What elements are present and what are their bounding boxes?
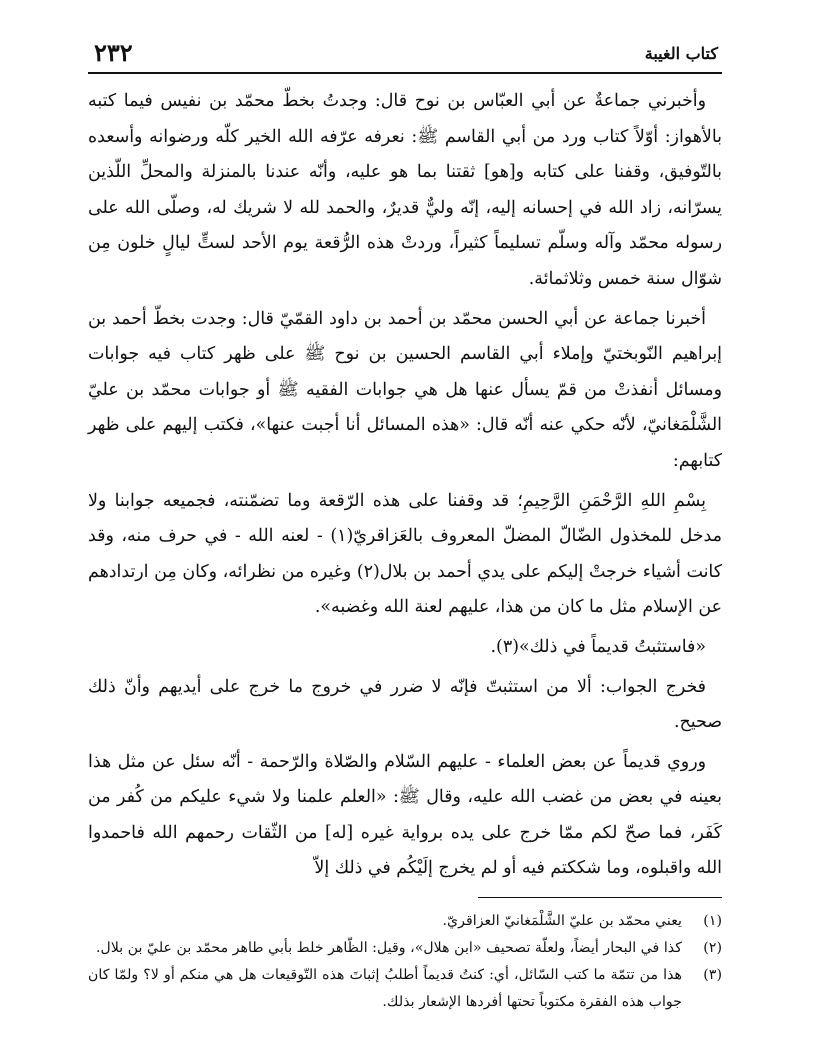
page-header <box>88 38 722 68</box>
footnote-number: (٣) <box>703 967 722 984</box>
footnote-separator <box>478 897 722 898</box>
body-text <box>88 84 722 887</box>
paragraph-3: بِسْمِ اللهِ الرَّحْمَنِ الرَّحِيمِ؛ قد وقفنا على هذه الرّقعة وما تضمّنته، فجميعه جوابنا ولا مدخل للمخذول الضّالّ المضلّ المعروف بالعَزاقريّ(١) - لعنه الله - في حرف منه، وقد كانت أشياء خرجتْ إليكم على يدي أحمد بن بلال(٢) وغيره من نظرائه، وكان مِن ارتدادهم عن الإسلام مثل ما كان من هذا، عليهم لعنة الله وغضبه». <box>88 490 722 618</box>
running-title: كتاب الغيبة <box>644 44 718 63</box>
footnote-text: يعني محمّد بن عليّ الشَّلْمَغانيّ العزاقريّ. <box>442 913 682 930</box>
paragraph-4: «فاستثبتُ قديماً في ذلك»(٣). <box>490 636 706 657</box>
footnote-1 <box>88 908 722 935</box>
footnote-text: هذا من تتمّة ما كتب السّائل، أي: كنتُ قديماً أطلبُ إثباتَ هذه التّوقيعات هل هي منكم أو لا؟ ولمّا كان جواب هذه الفقرة مكتوباً تحتها أفردها الإشعار بذلك. <box>88 967 682 1011</box>
header-rule <box>88 72 722 74</box>
paragraph-6: وروي قديماً عن بعض العلماء - عليهم السّلام والصّلاة والرّحمة - أنّه سئل عن مثل هذا بعينه في بعض من غضب الله عليه، وقال ﷺ: «العلم علمنا ولا شيء عليكم من كُفر من كَفَر، فما صحّ لكم ممّا خرج على يده برواية غيره [له] من الثّقات رحمهم الله فاحمدوا الله واقبلوه، وما شككتم فيه أو لم يخرج إلَيْكُم في ذلك إلاّ <box>88 751 722 879</box>
footnote-number: (١) <box>703 913 722 930</box>
footnote-3 <box>88 962 722 1016</box>
footnote-text: كذا في البحار أيضاً، ولعلّة تصحيف «ابن هلال»، وقيل: الظّاهر خلط بأبي طاهر محمّد بن عليّ بن بلال. <box>96 940 682 957</box>
page-number: ٢٣٢ <box>94 38 133 67</box>
book-page <box>88 38 722 1028</box>
footnote-number: (٢) <box>703 940 722 957</box>
paragraph-2: أخبرنا جماعة عن أبي الحسن محمّد بن أحمد بن داود القمّيّ قال: وجدت بخطّ أحمد بن إبراهيم النّوبختيّ وإملاء أبي القاسم الحسين بن نوح ﷺ على ظهر كتاب فيه جوابات ومسائل أنفذتْ من قمّ يسأل عنها هل هي جوابات الفقيه ﷺ أو جوابات محمّد بن عليّ الشَّلْمَغانيّ، لأنّه حكي عنه أنّه قال: «هذه المسائل أنا أجبت عنها»، فكتب إليهم على ظهر كتابهم: <box>88 308 722 471</box>
footnote-2 <box>88 935 722 962</box>
paragraph-1: وأخبرني جماعةٌ عن أبي العبّاس بن نوح قال: وجدتُ بخطّ محمّد بن نفيس فيما كتبه بالأهواز: أوّلاً كتاب ورد من أبي القاسم ﷺ: نعرفه عرّفه الله الخير كلّه ورضوانه وأسعده بالتّوفيق، وقفنا على كتابه و[هو] ثقتنا بما هو عليه، وأنّه عندنا بالمنزلة والمحلِّ اللّذين يسرّانه، زاد الله في إحسانه إليه، إنّه وليٌّ قديرٌ، والحمد لله لا شريك له، وصلّى الله على رسوله محمّد وآله وسلّم تسليماً كثيراً، وردتْ هذه الرُّقعة يوم الأحد لستٍّ ليالٍ خلون مِن شوّال سنة خمس وثلاثمائة. <box>88 91 722 289</box>
footnotes <box>88 908 722 1016</box>
paragraph-5: فخرج الجواب: ألا من استثبتّ فإنّه لا ضرر في خروج ما خرج على أيديهم وأنّ ذلك صحيح. <box>88 676 722 733</box>
